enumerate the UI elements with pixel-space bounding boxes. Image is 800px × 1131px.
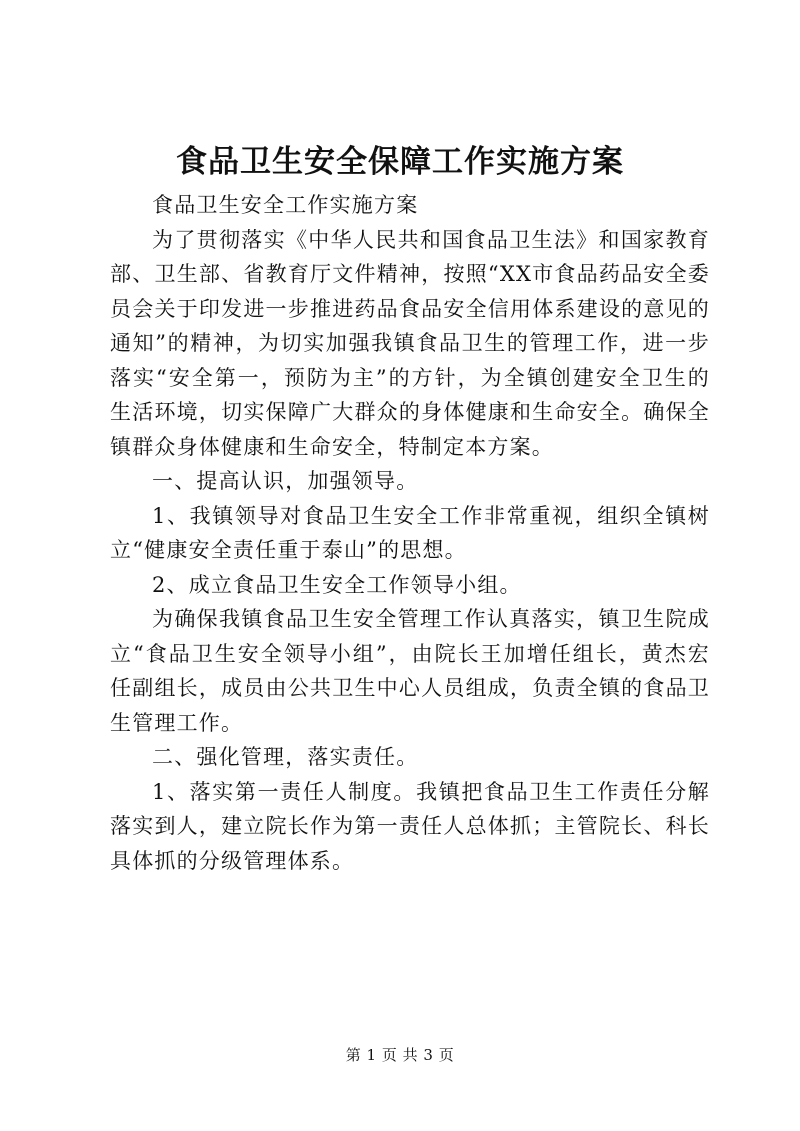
paragraph-leadership-group: 为确保我镇食品卫生安全管理工作认真落实，镇卫生院成立“食品卫生安全领导小组”，由院长王加增任组长，黄杰宏任副组长，成员由公共卫生中心人员组成，负责全镇的食品卫生管理工作。 bbox=[110, 607, 710, 735]
document-title: 食品卫生安全保障工作实施方案 bbox=[176, 144, 624, 180]
paragraph-intro: 为了贯彻落实《中华人民共和国食品卫生法》和国家教育部、卫生部、省教育厅文件精神，按照“XX市食品药品安全委员会关于印发进一步推进药品食品安全信用体系建设的意见的通知”的精神，为切实加强我镇食品卫生的管理工作，进一步落实“安全第一，预防为主”的方针，为全镇创建安全卫生的生活环境，切实保障广大群众的身体健康和生命安全。确保全镇群众身体健康和生命安全，特制定本方案。 bbox=[110, 227, 710, 459]
section-heading-1: 一、提高认识，加强领导。 bbox=[152, 469, 419, 493]
paragraph-item-2-1: 1、落实第一责任人制度。我镇把食品卫生工作责任分解落实到人，建立院长作为第一责任人总体抓；主管院长、科长具体抓的分级管理体系。 bbox=[110, 779, 710, 873]
document-body bbox=[110, 188, 710, 878]
paragraph-item-1-1: 1、我镇领导对食品卫生安全工作非常重视，组织全镇树立“健康安全责任重于泰山”的思想。 bbox=[110, 503, 710, 562]
paragraph-item-1-2: 2、成立食品卫生安全工作领导小组。 bbox=[152, 572, 522, 597]
section-heading-2: 二、强化管理，落实责任。 bbox=[152, 745, 419, 769]
page-number-footer: 第 1 页 共 3 页 bbox=[345, 1046, 455, 1064]
paragraph-subtitle: 食品卫生安全工作实施方案 bbox=[152, 193, 419, 217]
